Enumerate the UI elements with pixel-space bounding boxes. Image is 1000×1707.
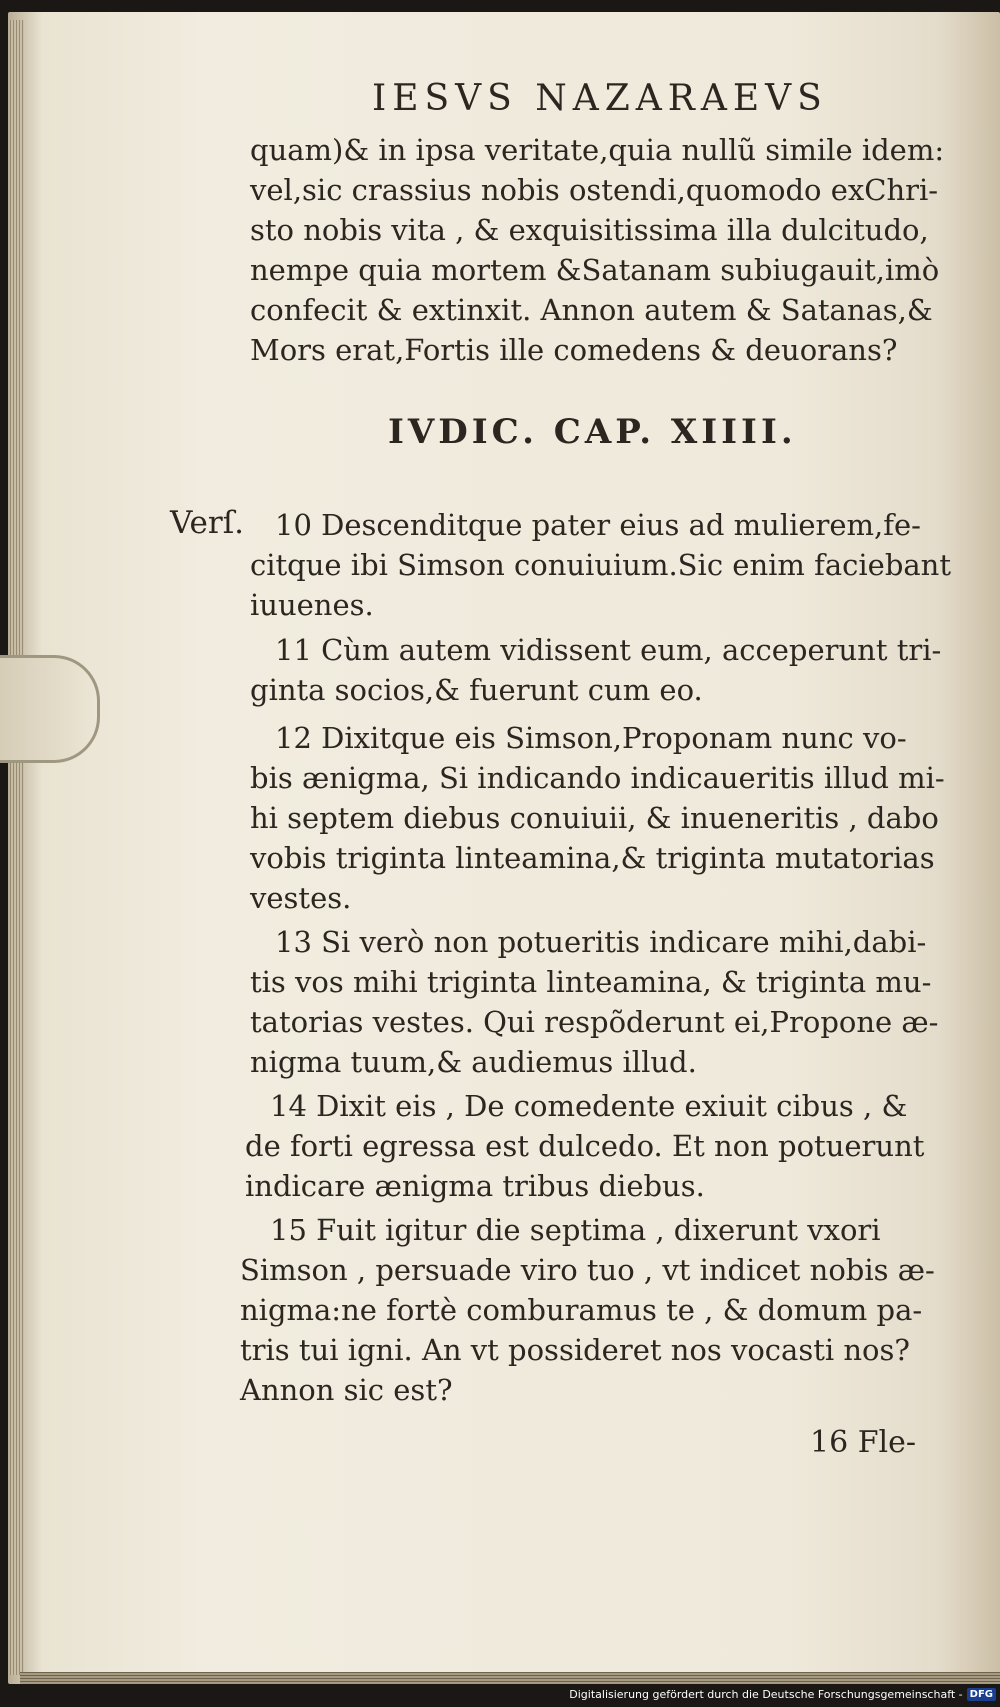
verse-line: Simson , persuade viro tuo , vt indicet nobis æ- (240, 1253, 935, 1287)
verse-line: tis vos mihi triginta linteamina, & triginta mu- (250, 965, 932, 999)
text-line: quam)& in ipsa veritate,quia nullũ simile idem: (250, 133, 945, 167)
book-clasp (0, 655, 100, 763)
page-edges (10, 20, 24, 1675)
verse-line: bis ænigma, Si indicando indicaueritis illud mi- (250, 761, 945, 795)
text-line: confecit & extinxit. Annon autem & Satanas,& (250, 293, 933, 327)
chapter-heading: IVDIC. CAP. XIIII. (388, 412, 797, 452)
verse-line: ginta socios,& fuerunt cum eo. (250, 673, 703, 707)
verse-line: tris tui igni. An vt possideret nos vocasti nos? (240, 1333, 910, 1367)
digitization-credit (569, 1688, 996, 1701)
running-title: IESVS NAZARAEVS (372, 78, 828, 119)
verse-line: vestes. (250, 881, 352, 915)
verse-line: 15 Fuit igitur die septima , dixerunt vxori (270, 1213, 881, 1247)
page-bottom-edges (20, 1672, 1000, 1684)
verse-line: Annon sic est? (240, 1373, 453, 1407)
verse-line: vobis triginta linteamina,& triginta mutatorias (250, 841, 935, 875)
verse-line: 10 Descenditque pater eius ad mulierem,fe- (275, 508, 921, 542)
verse-line: hi septem diebus conuiuii, & inueneritis , dabo (250, 801, 939, 835)
verse-line: iuuenes. (250, 588, 374, 622)
margin-note: Verſ. (170, 505, 245, 541)
verse-line: nigma:ne fortè comburamus te , & domum pa- (240, 1293, 923, 1327)
catchword: 16 Fle- (809, 1425, 916, 1460)
verse-line: nigma tuum,& audiemus illud. (250, 1045, 697, 1079)
verse-line: citque ibi Simson conuiuium.Sic enim faciebant (250, 548, 951, 582)
verse-line: 11 Cùm autem vidissent eum, acceperunt tri- (275, 633, 942, 667)
text-line: sto nobis vita , & exquisitissima illa dulcitudo, (250, 213, 929, 247)
credit-text: Digitalisierung gefördert durch die Deutsche Forschungsgemeinschaft - (569, 1688, 963, 1701)
text-line: Mors erat,Fortis ille comedens & deuorans? (250, 333, 898, 367)
verse-line: indicare ænigma tribus diebus. (245, 1169, 705, 1203)
verse-line: de forti egressa est dulcedo. Et non potuerunt (245, 1129, 925, 1163)
verse-line: tatorias vestes. Qui respõderunt ei,Propone æ- (250, 1005, 939, 1039)
dfg-logo: DFG (967, 1688, 996, 1701)
verse-line: 13 Si verò non potueritis indicare mihi,dabi- (275, 925, 927, 959)
verse-line: 12 Dixitque eis Simson,Proponam nunc vo- (275, 721, 907, 755)
text-line: nempe quia mortem &Satanam subiugauit,imò (250, 253, 940, 287)
verse-line: 14 Dixit eis , De comedente exiuit cibus , & (270, 1089, 908, 1123)
text-line: vel,sic crassius nobis ostendi,quomodo exChri- (250, 173, 939, 207)
